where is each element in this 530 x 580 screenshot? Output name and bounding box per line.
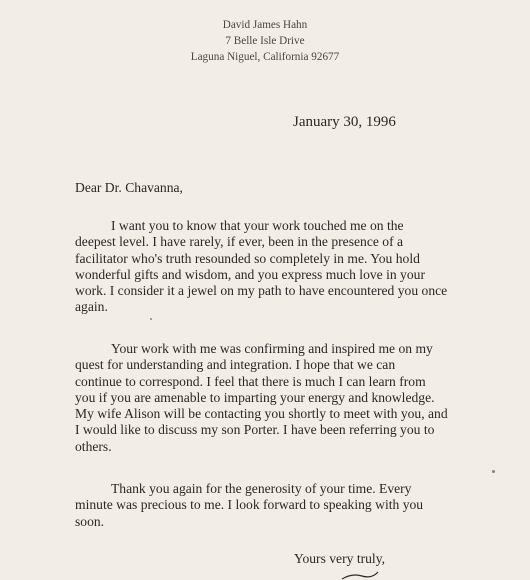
paragraph-line: Your work with me was confirming and inspired me on my [111, 341, 433, 356]
paper-speck [492, 470, 495, 473]
paragraph-line: soon. [75, 513, 105, 529]
paragraph-line: again. [75, 299, 108, 315]
paragraph-line: wonderful gifts and wisdom, and you express much love in your [75, 266, 425, 282]
sender-street: 7 Belle Isle Drive [225, 35, 305, 47]
sender-name: David James Hahn [222, 19, 308, 31]
paragraph-line: I would like to discuss my son Porter. I have been referring you to [75, 422, 435, 438]
letterhead [0, 17, 530, 65]
paragraph-line: I want you to know that your work touched me on the [111, 218, 404, 233]
letter-date: January 30, 1996 [293, 114, 396, 130]
paper-speck [150, 318, 152, 320]
paragraph-line: quest for understanding and integration. I hope that we can [75, 357, 396, 373]
paragraph-line: Thank you again for the generosity of your time. Every [111, 481, 412, 496]
paragraph-line: My wife Alison will be contacting you shortly to meet with you, and [75, 406, 448, 422]
paragraph-2 [75, 341, 448, 455]
paragraph-line: you if you are amenable to imparting your energy and knowledge. [75, 389, 435, 405]
paragraph-1 [75, 218, 447, 316]
signature-stroke [340, 570, 380, 580]
closing: Yours very truly, [294, 551, 386, 566]
paragraph-line: facilitator who's truth resounded so completely in me. You hold [75, 250, 420, 266]
salutation: Dear Dr. Chavanna, [75, 180, 183, 195]
paragraph-line: minute was precious to me. I look forward to speaking with you [75, 497, 424, 513]
paragraph-line: continue to correspond. I feel that there is much I can learn from [75, 373, 426, 389]
paragraph-line: deepest level. I have rarely, if ever, been in the presence of a [75, 234, 404, 250]
paragraph-line: others. [75, 438, 112, 454]
paragraph-line: work. I consider it a jewel on my path to have encountered you once [75, 283, 448, 299]
sender-city: Laguna Niguel, California 92677 [190, 51, 340, 63]
paragraph-3 [75, 481, 423, 530]
